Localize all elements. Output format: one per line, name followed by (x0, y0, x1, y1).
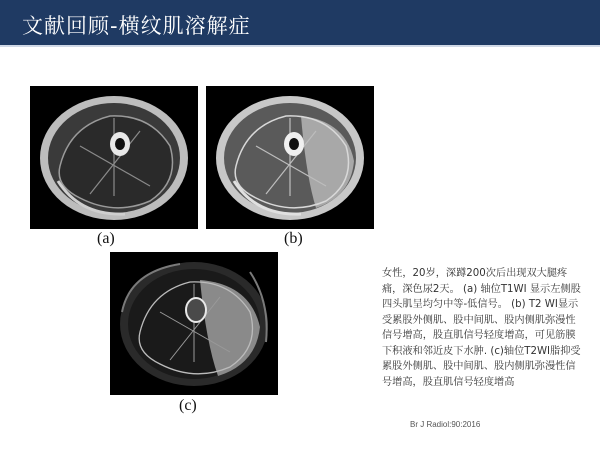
slide-header (0, 0, 600, 47)
slide-title: 文献回顾-横纹肌溶解症 (22, 14, 251, 38)
citation: Br J Radiol:90:2016 (410, 420, 481, 429)
figure-label-b: (b) (284, 230, 303, 247)
mri-image-c (110, 252, 278, 395)
figure-label-c: (c) (179, 397, 197, 414)
mri-image-a (30, 86, 198, 229)
mri-image-b (206, 86, 374, 229)
figure-label-a: (a) (97, 230, 115, 247)
figure-caption: 女性，20岁，深蹲200次后出现双大腿疼痛，深色尿2天。 (a) 轴位T1WI 显示左侧股四头肌呈均匀中等-低信号。 (b) T2 WI显示受累股外侧肌、股中间肌、股内侧肌弥漫性信号增高，股直肌信号轻度增高，可见筋膜下积液和邻近皮下水肿. (c)轴位T2WI脂抑受累股外侧肌、股中间肌、股内侧肌弥漫性信号增高，股直肌信号轻度增高 (382, 268, 581, 388)
